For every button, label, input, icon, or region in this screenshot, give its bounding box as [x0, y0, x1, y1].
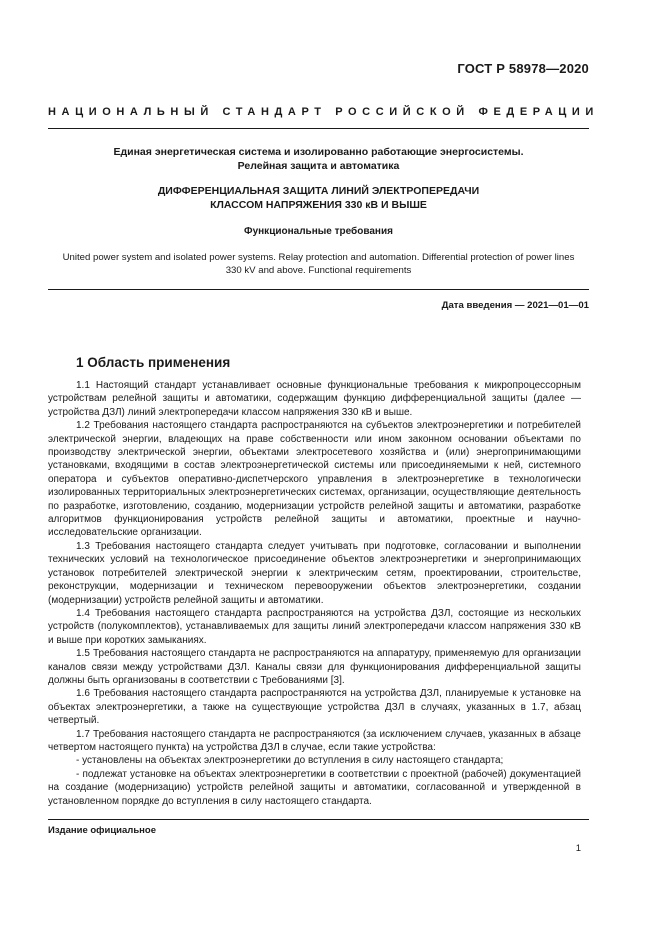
- paragraph: 1.6 Требования настоящего стандарта распространяются на устройства ДЗЛ, планируемые к установке на объектах электроэнергетики, а также на существующие устройства ДЗЛ в случаях, указанных в 1.7, абзац четвертый.: [48, 688, 581, 727]
- section-body: [48, 379, 581, 808]
- national-standard-heading: НАЦИОНАЛЬНЫЙ СТАНДАРТ РОССИЙСКОЙ ФЕДЕРАЦИИ: [48, 106, 599, 118]
- paragraph: 1.5 Требования настоящего стандарта не распространяются на аппаратуру, применяемую для организации каналов связи между устройствами ДЗЛ. Каналы связи для функционирования дифференциальной защиты должны быть организованы в соответствии с Требованиями [3].: [48, 648, 581, 686]
- paragraph: 1.7 Требования настоящего стандарта не распространяются (за исключением случаев, указанных в абзаце четвертом настоящего пункта) на устройства ДЗЛ в случае, если такие устройства:: [48, 728, 581, 753]
- document-title: [48, 185, 589, 212]
- introduction-date: Дата введения — 2021—01—01: [441, 300, 589, 311]
- english-title: [48, 251, 589, 277]
- subject-line-1: Единая энергетическая система и изолированно работающие энергосистемы.: [113, 146, 524, 158]
- title-line-2: КЛАССОМ НАПРЯЖЕНИЯ 330 кВ И ВЫШЕ: [210, 198, 427, 211]
- title-block-rule: [48, 289, 589, 290]
- page-number: 1: [575, 843, 581, 854]
- official-edition-label: Издание официальное: [48, 825, 156, 836]
- paragraph: 1.2 Требования настоящего стандарта распространяются на субъектов электроэнергетики и потребителей электрической энергии, владеющих на праве собственности или ином законном основании объектами по производству электрической энергии, объектами электросетевого хозяйства и (или) энергопринимающими установками, входящими в состав электроэнергетической системы или присоединяемыми к ней, системного оператора и субъектов оперативно-диспетчерского управления в электроэнергетике в технологически изолированных территориальных электроэнергетических системах, организации, осуществляющие деятельность по разработке, изготовлению, созданию, модернизации устройств релейной защиты и автоматики, разработке алгоритмов функционирования устройств релейной защиты и автоматики, проектные и научно-исследовательские организации.: [48, 420, 581, 539]
- section-title: 1 Область применения: [76, 355, 231, 370]
- paragraph: 1.3 Требования настоящего стандарта следует учитывать при подготовке, согласовании и выполнении технических условий на технологическое присоединение объектов электроэнергетики и энергопринимающих установок потребителей электрической энергии к электрическим сетям, проектировании, строительстве, реконструкции, модернизации и техническом перевооружении объектов электроэнергетики, создании (модернизации) устройств релейной защиты и автоматики.: [48, 540, 581, 606]
- footer-rule: [48, 819, 589, 820]
- list-item: - подлежат установке на объектах электроэнергетики в соответствии с проектной (рабочей) документацией на создание (модернизацию) устройств релейной защиты и автоматики, согласованной и утвержденной в установленном порядке до вступления в силу настоящего стандарта.: [48, 768, 581, 807]
- paragraph: 1.4 Требования настоящего стандарта распространяются на устройства ДЗЛ, состоящие из нескольких устройств (полукомплектов), устанавливаемых для защиты линий электропередачи классом напряжения 330 кВ и выше при коротких замыканиях.: [48, 607, 581, 646]
- subject-line-2: Релейная защита и автоматика: [237, 159, 400, 172]
- document-subtitle: Функциональные требования: [244, 226, 393, 237]
- standard-id: ГОСТ Р 58978—2020: [457, 61, 589, 76]
- english-line-2: 330 kV and above. Functional requirements: [225, 265, 412, 276]
- subject-title: [48, 146, 589, 173]
- header-rule: [48, 128, 589, 129]
- english-line-1: United power system and isolated power systems. Relay protection and automation. Differential protection of power lines: [62, 252, 575, 263]
- list-item: - установлены на объектах электроэнергетики до вступления в силу настоящего стандарта;: [76, 755, 504, 767]
- title-line-1: ДИФФЕРЕНЦИАЛЬНАЯ ЗАЩИТА ЛИНИЙ ЭЛЕКТРОПЕРЕДАЧИ: [157, 185, 480, 197]
- paragraph: 1.1 Настоящий стандарт устанавливает основные функциональные требования к микропроцессорным устройствам релейной защиты и автоматики, содержащим функцию дифференциальной защиты (далее — устройства ДЗЛ) линий электропередачи классом напряжения 330 кВ и выше.: [48, 380, 581, 418]
